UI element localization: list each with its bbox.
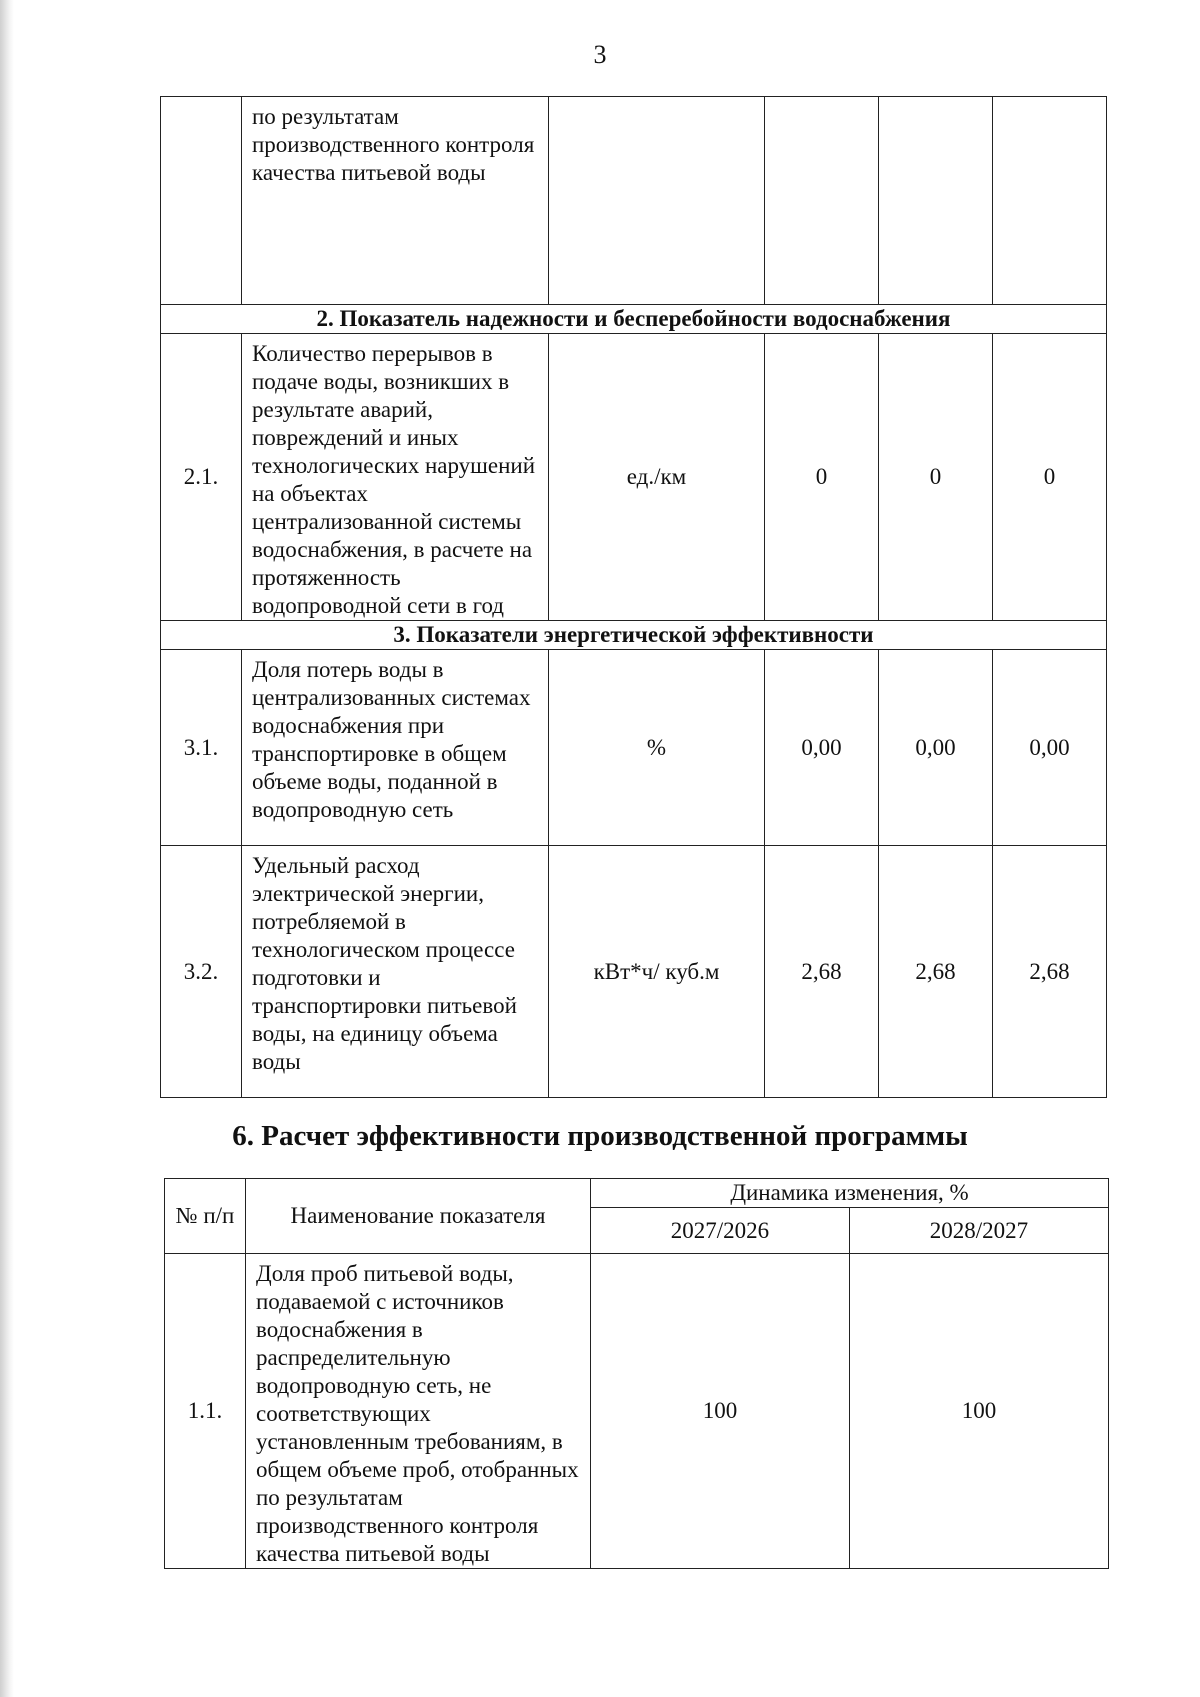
indicator-name: по результатам производственного контроля качества питьевой воды [242,97,549,305]
value-2: 0,00 [879,650,993,846]
scan-edge [0,0,14,1697]
value-1: 0,00 [765,650,879,846]
efficiency-table [164,1178,1109,1569]
table-row [165,1254,1109,1569]
unit: ед./км [549,334,765,621]
unit: кВт*ч/ куб.м [549,846,765,1098]
indicator-name: Доля проб питьевой воды, подаваемой с источников водоснабжения в распределительную водопроводную сеть, не соответствующих установленным требованиям, в общем объеме проб, отобранных по результатам производственного контроля качества питьевой воды [246,1254,591,1569]
column-header-year-1: 2027/2026 [591,1208,850,1254]
value-2: 2,68 [879,846,993,1098]
value-1: 0 [765,334,879,621]
indicator-name: Удельный расход электрической энергии, потребляемой в технологическом процессе подготовки и транспортировки питьевой воды, на единицу объема воды [242,846,549,1098]
value-3: 2,68 [993,846,1107,1098]
section-title-energy: 3. Показатели энергетической эффективности [161,621,1107,650]
section-heading: 6. Расчет эффективности производственной программы [232,1120,968,1152]
table-row [161,334,1107,621]
value-2: 0 [879,334,993,621]
table-row [161,846,1107,1098]
row-number: 2.1. [161,334,242,621]
value-1: 100 [591,1254,850,1569]
indicator-name: Количество перерывов в подаче воды, возникших в результате аварий, повреждений и иных технологических нарушений на объектах централизованной системы водоснабжения, в расчете на протяженность водопроводной сети в год [242,334,549,621]
row-number: 3.1. [161,650,242,846]
value-cell [879,97,993,305]
unit-cell [549,97,765,305]
unit: % [549,650,765,846]
section-row [161,305,1107,334]
column-header-year-2: 2028/2027 [850,1208,1109,1254]
table-row [161,650,1107,846]
value-3: 0 [993,334,1107,621]
section-title-reliability: 2. Показатель надежности и бесперебойности водоснабжения [161,305,1107,334]
row-number: 3.2. [161,846,242,1098]
table-row [161,97,1107,305]
column-header-number: № п/п [165,1179,246,1254]
column-header-dynamics: Динамика изменения, % [591,1179,1109,1208]
value-1: 2,68 [765,846,879,1098]
row-number-cell [161,97,242,305]
value-cell [993,97,1107,305]
indicator-name: Доля потерь воды в централизованных системах водоснабжения при транспортировке в общем объеме воды, поданной в водопроводную сеть [242,650,549,846]
value-3: 0,00 [993,650,1107,846]
row-number: 1.1. [165,1254,246,1569]
indicators-table [160,96,1107,1098]
value-2: 100 [850,1254,1109,1569]
value-cell [765,97,879,305]
section-row [161,621,1107,650]
header-row [165,1179,1109,1208]
column-header-name: Наименование показателя [246,1179,591,1254]
page-number: 3 [593,40,607,69]
